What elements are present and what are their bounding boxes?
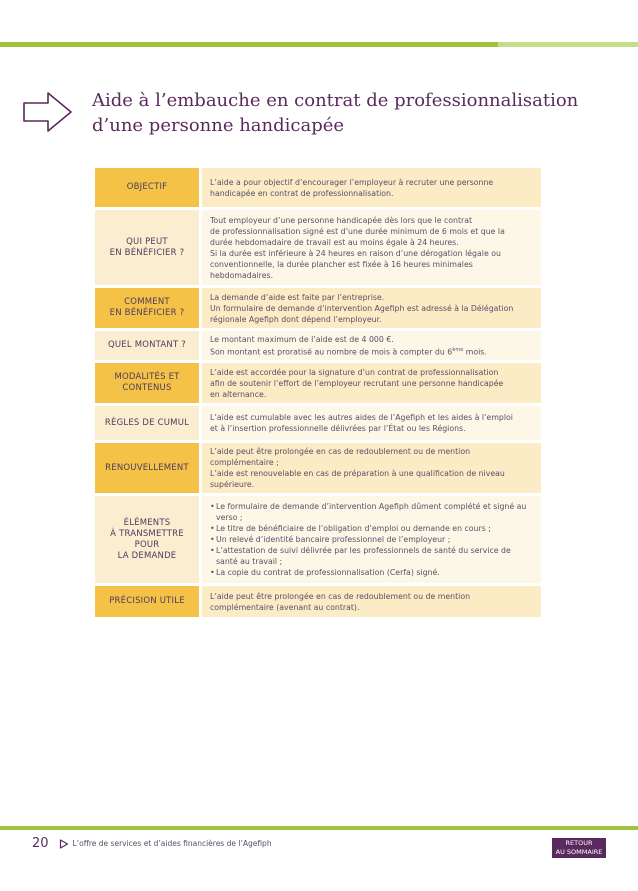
row-label-comment: COMMENT EN BÉNÉFICIER ?: [95, 288, 199, 328]
row-label-objectif: OBJECTIF: [95, 168, 199, 207]
table-row: [95, 331, 541, 360]
table-row: [95, 586, 541, 617]
list-item: • L’attestation de suivi délivrée par les professionnels de santé du service de santé au travail ;: [210, 545, 533, 567]
row-content-beneficiaires: Tout employeur d’une personne handicapée dès lors que le contrat de professionnalisation signé est d’une durée minimum de 6 mois et que la durée hebdomadaire de travail est au moins égale à 24 heures. Si la durée est inférieure à 24 heures en raison d’une dérogation légale ou conventionnelle, la durée plancher est fixée à 16 heures minimales hebdomadaires.: [202, 210, 541, 285]
footer-caption: L’offre de services et d’aides financières de l’Agefiph: [72, 839, 272, 848]
list-item: • La copie du contrat de professionnalisation (Cerfa) signé.: [210, 567, 533, 578]
row-label-modalites: MODALITÉS ET CONTENUS: [95, 363, 199, 403]
row-content-elements: [202, 496, 541, 583]
title-line-1: Aide à l’embauche en contrat de professionnalisation: [92, 90, 579, 111]
title-line-2: d’une personne handicapée: [92, 115, 345, 136]
page-title: [92, 88, 592, 138]
table-row: [95, 168, 541, 207]
documents-list: [210, 501, 533, 578]
row-content-comment: La demande d’aide est faite par l’entreprise. Un formulaire de demande d’intervention Agefiph est adressé à la Délégation régionale Agefiph dont dépend l’employeur.: [202, 288, 541, 328]
top-accent-bar: [0, 42, 638, 47]
bottom-accent-bar: [0, 826, 638, 830]
page-number: 20: [32, 836, 49, 851]
row-label-renouvellement: RENOUVELLEMENT: [95, 443, 199, 493]
triangle-right-icon: [59, 839, 69, 849]
arrow-right-icon: [22, 90, 74, 134]
table-row: [95, 288, 541, 328]
row-content-montant: Le montant maximum de l’aide est de 4 000 €. Son montant est proratisé au nombre de mois à compter du 6ème mois.: [202, 331, 541, 360]
table-row: [95, 363, 541, 403]
list-item: • Le formulaire de demande d’intervention Agefiph dûment complété et signé au verso ;: [210, 501, 533, 523]
row-label-precision: PRÉCISION UTILE: [95, 586, 199, 617]
table-row: [95, 406, 541, 440]
row-label-montant: QUEL MONTANT ?: [95, 331, 199, 360]
page-footer: [32, 836, 272, 851]
row-label-beneficiaires: QUI PEUT EN BÉNÉFICIER ?: [95, 210, 199, 285]
table-row: [95, 210, 541, 285]
row-label-elements: ÉLÉMENTS À TRANSMETTRE POUR LA DEMANDE: [95, 496, 199, 583]
aid-details-table: [95, 168, 541, 620]
row-content-modalites: L’aide est accordée pour la signature d’un contrat de professionnalisation afin de soutenir l’effort de l’employeur recrutant une personne handicapée en alternance.: [202, 363, 541, 403]
row-content-precision: L’aide peut être prolongée en cas de redoublement ou de mention complémentaire (avenant au contrat).: [202, 586, 541, 617]
row-label-cumul: RÈGLES DE CUMUL: [95, 406, 199, 440]
return-to-summary-button[interactable]: RETOUR AU SOMMAIRE: [552, 838, 606, 858]
table-row: [95, 443, 541, 493]
table-row: [95, 496, 541, 583]
row-content-renouvellement: L’aide peut être prolongée en cas de redoublement ou de mention complémentaire ; L’aide est renouvelable en cas de préparation à une qualification de niveau supérieure.: [202, 443, 541, 493]
list-item: • Un relevé d’identité bancaire professionnel de l’employeur ;: [210, 534, 533, 545]
row-content-objectif: L’aide a pour objectif d’encourager l’employeur à recruter une personne handicapée en contrat de professionnalisation.: [202, 168, 541, 207]
row-content-cumul: L’aide est cumulable avec les autres aides de l’Agefiph et les aides à l’emploi et à l’insertion professionnelle délivrées par l’État ou les Régions.: [202, 406, 541, 440]
list-item: • Le titre de bénéficiaire de l’obligation d’emploi ou demande en cours ;: [210, 523, 533, 534]
